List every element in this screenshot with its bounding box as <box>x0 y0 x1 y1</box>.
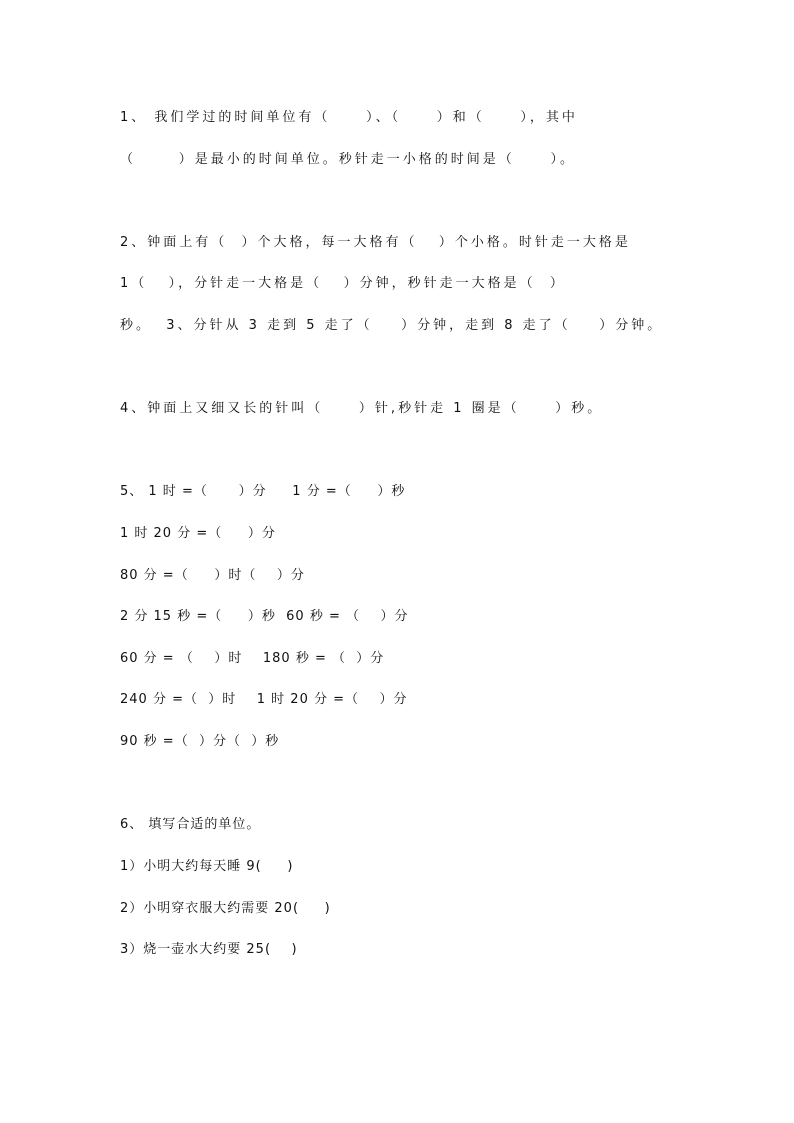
question-5-line-3: 80 分 =（ ）时（ ）分 <box>120 568 305 583</box>
question-5-line-6: 240 分 =（ ）时 1 时 20 分 =（ ）分 <box>120 692 408 707</box>
question-6-item-1: 1）小明大约每天睡 9( ) <box>120 859 294 874</box>
question-6-item-2: 2）小明穿衣服大约需要 20( ) <box>120 901 331 916</box>
question-2-3-line: 秒。 3、分针从 3 走到 5 走了（ ）分钟，走到 8 走了（ ）分钟。 <box>120 318 664 333</box>
question-5-line-7: 90 秒 =（ ）分（ ）秒 <box>120 734 280 749</box>
question-5-line-5: 60 分 = （ ）时 180 秒 = （ ）分 <box>120 651 385 666</box>
question-5-line-2: 1 时 20 分 =（ ）分 <box>120 526 276 541</box>
question-6-title: 6、 填写合适的单位。 <box>120 817 261 832</box>
question-2-line-1: 2、钟面上有（ ）个大格，每一大格有（ ）个小格。时针走一大格是 <box>120 235 631 250</box>
question-1-line-1: 1、 我们学过的时间单位有（ ）、（ ）和（ ），其中 <box>120 110 578 125</box>
question-4-line: 4、钟面上又细又长的针叫（ ）针,秒针走 1 圈是（ ）秒。 <box>120 401 604 416</box>
question-6-item-3: 3）烧一壶水大约要 25( ) <box>120 942 298 957</box>
question-2-line-2: 1（ ），分针走一大格是（ ）分钟，秒针走一大格是（ ） <box>120 276 566 291</box>
question-1-line-2: （ ）是最小的时间单位。秒针走一小格的时间是（ ）。 <box>120 152 576 167</box>
question-5-line-1: 5、 1 时 =（ ）分 1 分 =（ ）秒 <box>120 484 406 499</box>
question-5-line-4: 2 分 15 秒 =（ ）秒 60 秒 = （ ）分 <box>120 609 409 624</box>
